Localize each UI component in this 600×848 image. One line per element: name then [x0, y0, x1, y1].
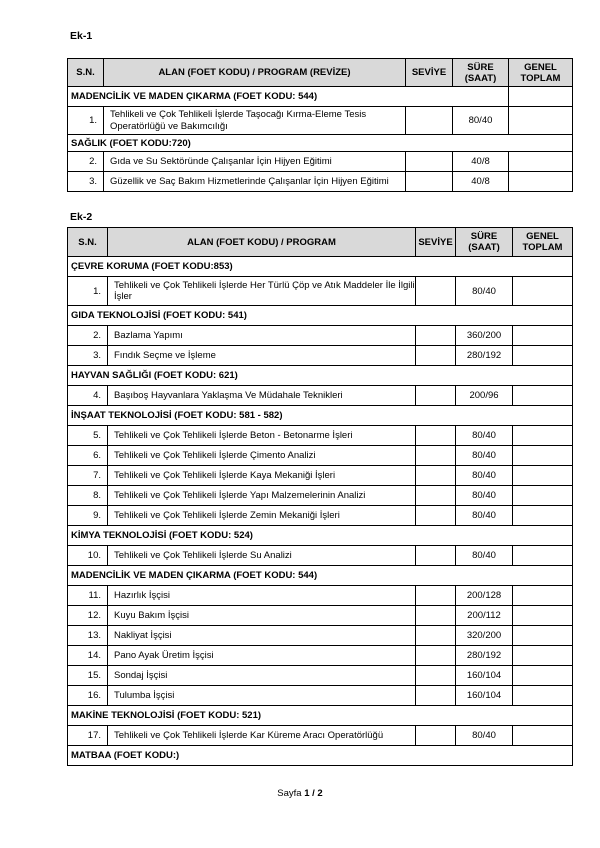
- program-name: Sondaj İşçisi: [108, 666, 416, 686]
- row-genel: [513, 666, 573, 686]
- row-seviye: [416, 686, 456, 706]
- row-seviye: [416, 606, 456, 626]
- program-name: Tehlikeli ve Çok Tehlikeli İşlerde Beton - Betonarme İşleri: [108, 426, 416, 446]
- row-seviye: [416, 646, 456, 666]
- row-sn: 1.: [68, 107, 104, 135]
- section-title: SAĞLIK (FOET KODU:720): [68, 135, 573, 152]
- program-name: Tehlikeli ve Çok Tehlikeli İşlerde Taşocağı Kırma-Eleme Tesis Operatörlüğü ve Bakımcılığı: [104, 107, 406, 135]
- row-sure: 80/40: [456, 726, 513, 746]
- program-name: Tehlikeli ve Çok Tehlikeli İşlerde Çimento Analizi: [108, 446, 416, 466]
- row-sure: 160/104: [456, 686, 513, 706]
- ek2-table: [67, 227, 573, 766]
- row-seviye: [416, 466, 456, 486]
- row-sure: 80/40: [456, 277, 513, 306]
- section-title: MATBAA (FOET KODU:): [68, 746, 573, 766]
- row-sn: 2.: [68, 152, 104, 172]
- row-sure: 280/192: [456, 346, 513, 366]
- row-sn: 16.: [68, 686, 108, 706]
- row-genel: [513, 686, 573, 706]
- ek1-table: [67, 58, 573, 192]
- section-title: MAKİNE TEKNOLOJİSİ (FOET KODU: 521): [68, 706, 573, 726]
- row-genel: [513, 466, 573, 486]
- section-title: MADENCİLİK VE MADEN ÇIKARMA (FOET KODU: 544): [68, 87, 509, 107]
- row-seviye: [416, 666, 456, 686]
- row-genel: [513, 486, 573, 506]
- program-name: Tehlikeli ve Çok Tehlikeli İşlerde Yapı Malzemelerinin Analizi: [108, 486, 416, 506]
- program-name: Pano Ayak Üretim İşçisi: [108, 646, 416, 666]
- row-genel: [513, 726, 573, 746]
- row-seviye: [406, 152, 453, 172]
- row-sure: 80/40: [456, 486, 513, 506]
- program-name: Tehlikeli ve Çok Tehlikeli İşlerde Kar Küreme Aracı Operatörlüğü: [108, 726, 416, 746]
- row-sn: 14.: [68, 646, 108, 666]
- row-sure: 200/128: [456, 586, 513, 606]
- section-title: KİMYA TEKNOLOJİSİ (FOET KODU: 524): [68, 526, 573, 546]
- row-seviye: [416, 426, 456, 446]
- program-name: Tehlikeli ve Çok Tehlikeli İşlerde Zemin Mekaniği İşleri: [108, 506, 416, 526]
- row-genel: [513, 326, 573, 346]
- header-genel-toplam: GENEL TOPLAM: [513, 228, 573, 257]
- row-seviye: [416, 346, 456, 366]
- footer-separator: /: [312, 788, 315, 799]
- program-name: Kuyu Bakım İşçisi: [108, 606, 416, 626]
- row-sure: 280/192: [456, 646, 513, 666]
- row-genel: [513, 386, 573, 406]
- row-sure: 200/112: [456, 606, 513, 626]
- program-name: Tehlikeli ve Çok Tehlikeli İşlerde Kaya Mekaniği İşleri: [108, 466, 416, 486]
- section-title: MADENCİLİK VE MADEN ÇIKARMA (FOET KODU: 544): [68, 566, 573, 586]
- page-footer: [0, 788, 600, 799]
- row-seviye: [416, 386, 456, 406]
- footer-page: 1: [304, 788, 310, 799]
- program-name: Bazlama Yapımı: [108, 326, 416, 346]
- row-sn: 15.: [68, 666, 108, 686]
- row-sn: 1.: [68, 277, 108, 306]
- row-seviye: [416, 546, 456, 566]
- row-seviye: [406, 172, 453, 192]
- row-seviye: [406, 107, 453, 135]
- row-seviye: [416, 506, 456, 526]
- row-genel: [513, 506, 573, 526]
- row-sn: 11.: [68, 586, 108, 606]
- program-name: Tehlikeli ve Çok Tehlikeli İşlerde Her Türlü Çöp ve Atık Maddeler İle İlgili İşler: [108, 277, 416, 306]
- header-seviye: SEVİYE: [416, 228, 456, 257]
- ek1-title: Ek-1: [70, 30, 93, 42]
- header-alan: ALAN (FOET KODU) / PROGRAM: [108, 228, 416, 257]
- row-sure: 80/40: [456, 546, 513, 566]
- row-genel: [513, 346, 573, 366]
- row-seviye: [416, 446, 456, 466]
- row-genel: [513, 426, 573, 446]
- header-alan: ALAN (FOET KODU) / PROGRAM (REVİZE): [104, 59, 406, 87]
- row-sn: 6.: [68, 446, 108, 466]
- row-sn: 3.: [68, 346, 108, 366]
- header-sure: SÜRE (SAAT): [453, 59, 509, 87]
- row-sure: 40/8: [453, 152, 509, 172]
- row-genel: [513, 646, 573, 666]
- row-sure: 80/40: [456, 466, 513, 486]
- row-sure: 320/200: [456, 626, 513, 646]
- row-genel: [513, 586, 573, 606]
- row-seviye: [416, 726, 456, 746]
- row-seviye: [416, 326, 456, 346]
- row-sn: 13.: [68, 626, 108, 646]
- row-sure: 80/40: [456, 446, 513, 466]
- empty-cell: [509, 87, 573, 107]
- row-genel: [513, 626, 573, 646]
- section-title: GIDA TEKNOLOJİSİ (FOET KODU: 541): [68, 306, 573, 326]
- row-genel: [513, 606, 573, 626]
- row-sure: 40/8: [453, 172, 509, 192]
- ek2-title: Ek-2: [70, 211, 93, 223]
- program-name: Güzellik ve Saç Bakım Hizmetlerinde Çalışanlar İçin Hijyen Eğitimi: [104, 172, 406, 192]
- program-name: Hazırlık İşçisi: [108, 586, 416, 606]
- row-genel: [513, 277, 573, 306]
- header-sure: SÜRE (SAAT): [456, 228, 513, 257]
- row-seviye: [416, 277, 456, 306]
- row-sn: 4.: [68, 386, 108, 406]
- section-title: HAYVAN SAĞLIĞI (FOET KODU: 621): [68, 366, 573, 386]
- row-seviye: [416, 626, 456, 646]
- program-name: Tehlikeli ve Çok Tehlikeli İşlerde Su Analizi: [108, 546, 416, 566]
- footer-label: Sayfa: [277, 788, 302, 799]
- row-sure: 80/40: [456, 426, 513, 446]
- header-seviye: SEVİYE: [406, 59, 453, 87]
- row-seviye: [416, 586, 456, 606]
- row-sn: 5.: [68, 426, 108, 446]
- header-sn: S.N.: [68, 228, 108, 257]
- row-genel: [509, 172, 573, 192]
- row-sure: 160/104: [456, 666, 513, 686]
- row-genel: [513, 446, 573, 466]
- program-name: Başıboş Hayvanlara Yaklaşma Ve Müdahale Teknikleri: [108, 386, 416, 406]
- program-name: Fındık Seçme ve İşleme: [108, 346, 416, 366]
- row-sn: 12.: [68, 606, 108, 626]
- row-sn: 2.: [68, 326, 108, 346]
- program-name: Gıda ve Su Sektöründe Çalışanlar İçin Hijyen Eğitimi: [104, 152, 406, 172]
- row-genel: [509, 152, 573, 172]
- program-name: Nakliyat İşçisi: [108, 626, 416, 646]
- program-name: Tulumba İşçisi: [108, 686, 416, 706]
- row-genel: [509, 107, 573, 135]
- row-sn: 10.: [68, 546, 108, 566]
- row-sn: 8.: [68, 486, 108, 506]
- header-sn: S.N.: [68, 59, 104, 87]
- row-sure: 200/96: [456, 386, 513, 406]
- section-title: İNŞAAT TEKNOLOJİSİ (FOET KODU: 581 - 582): [68, 406, 573, 426]
- row-sn: 9.: [68, 506, 108, 526]
- row-genel: [513, 546, 573, 566]
- row-sn: 7.: [68, 466, 108, 486]
- row-sure: 80/40: [456, 506, 513, 526]
- row-seviye: [416, 486, 456, 506]
- header-genel-toplam: GENEL TOPLAM: [509, 59, 573, 87]
- footer-total: 2: [317, 788, 323, 799]
- row-sure: 80/40: [453, 107, 509, 135]
- row-sn: 17.: [68, 726, 108, 746]
- row-sure: 360/200: [456, 326, 513, 346]
- row-sn: 3.: [68, 172, 104, 192]
- section-title: ÇEVRE KORUMA (FOET KODU:853): [68, 257, 573, 277]
